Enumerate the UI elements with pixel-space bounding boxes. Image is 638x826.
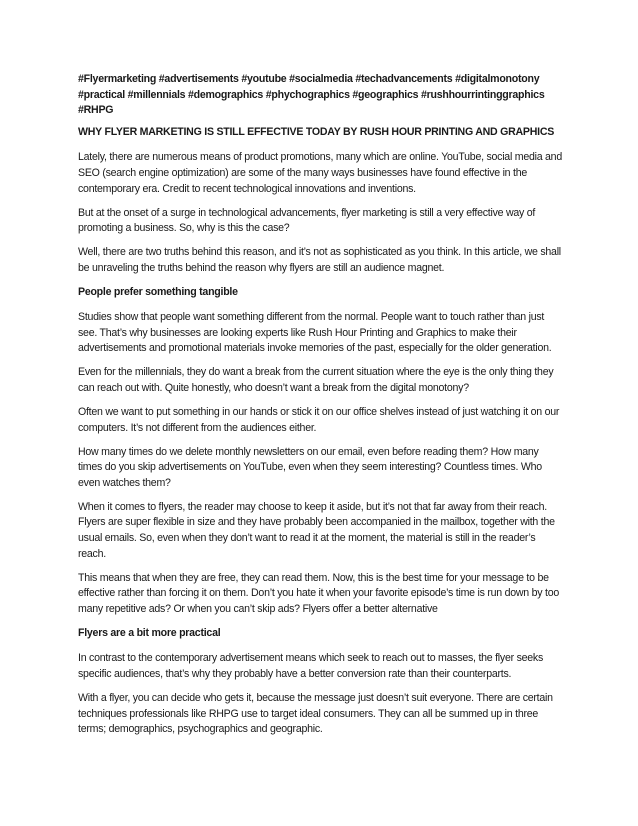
document-title: WHY FLYER MARKETING IS STILL EFFECTIVE TODAY BY RUSH HOUR PRINTING AND GRAPHICS <box>78 125 555 138</box>
section-heading-tangible: People prefer something tangible <box>78 285 238 298</box>
section-heading-practical: Flyers are a bit more practical <box>78 626 221 639</box>
section1-paragraph-5: When it comes to flyers, the reader may choose to keep it aside, but it’s not that far away from their reach. Flyers are super flexible in size and they have probably been accompanied in the mailbox, together with the usual emails. So, even when they don’t want to read it at the moment, the material is still in the reader’s reach. <box>78 500 555 560</box>
section2-paragraph-1: In contrast to the contemporary advertisement means which seek to reach out to masses, the flyer seeks specific audiences, that’s why they probably have a better conversion rate than their counterparts. <box>78 652 543 680</box>
intro-paragraph-2: But at the onset of a surge in technological advancements, flyer marketing is still a very effective way of promoting a business. So, why is this the case? <box>78 206 536 235</box>
hashtags: #Flyermarketing #advertisements #youtube #socialmedia #techadvancements #digitalmonotony #practical #millennials #demographics #phychographics #geographics #rushhourrintinggraphics #RHPG <box>78 73 545 117</box>
section1-paragraph-4: How many times do we delete monthly newsletters on our email, even before reading them? How many times do you skip advertisements on YouTube, even when they seem interesting? Countless times. Who even watches them? <box>78 445 542 489</box>
document-body <box>78 72 563 746</box>
section1-paragraph-2: Even for the millennials, they do want a break from the current situation where the eye is the only thing they can reach out with. Quite honestly, who doesn’t want a break from the digital monotony? <box>78 366 554 395</box>
intro-paragraph-1: Lately, there are numerous means of product promotions, many which are online. YouTube, social media and SEO (search engine optimization) are some of the many ways businesses have found effective in the contemporary era. Credit to recent technological innovations and inventions. <box>78 151 562 195</box>
section1-paragraph-3: Often we want to put something in our hands or stick it on our office shelves instead of just watching it on our computers. It’s not different from the audiences either. <box>78 406 560 434</box>
section1-paragraph-1: Studies show that people want something different from the normal. People want to touch rather than just see. That’s why businesses are looking experts like Rush Hour Printing and Graphics to make their advertisements and promotional materials invoke memories of the past, especially for the older generation. <box>78 311 552 355</box>
intro-paragraph-3: Well, there are two truths behind this reason, and it’s not as sophisticated as you think. In this article, we shall be unraveling the truths behind the reason why flyers are still an audience magnet. <box>78 246 561 274</box>
section2-paragraph-2: With a flyer, you can decide who gets it, because the message just doesn’t suit everyone. There are certain techniques professionals like RHPG use to target ideal consumers. They can all be summed up in three terms; demographics, psychographics and geographic. <box>78 691 553 736</box>
section1-paragraph-6: This means that when they are free, they can read them. Now, this is the best time for your message to be effective rather than forcing it on them. Don’t you hate it when your favorite episode’s time is run down by too many repetitive ads? Or when you can’t skip ads? Flyers offer a better alternative <box>78 571 559 615</box>
